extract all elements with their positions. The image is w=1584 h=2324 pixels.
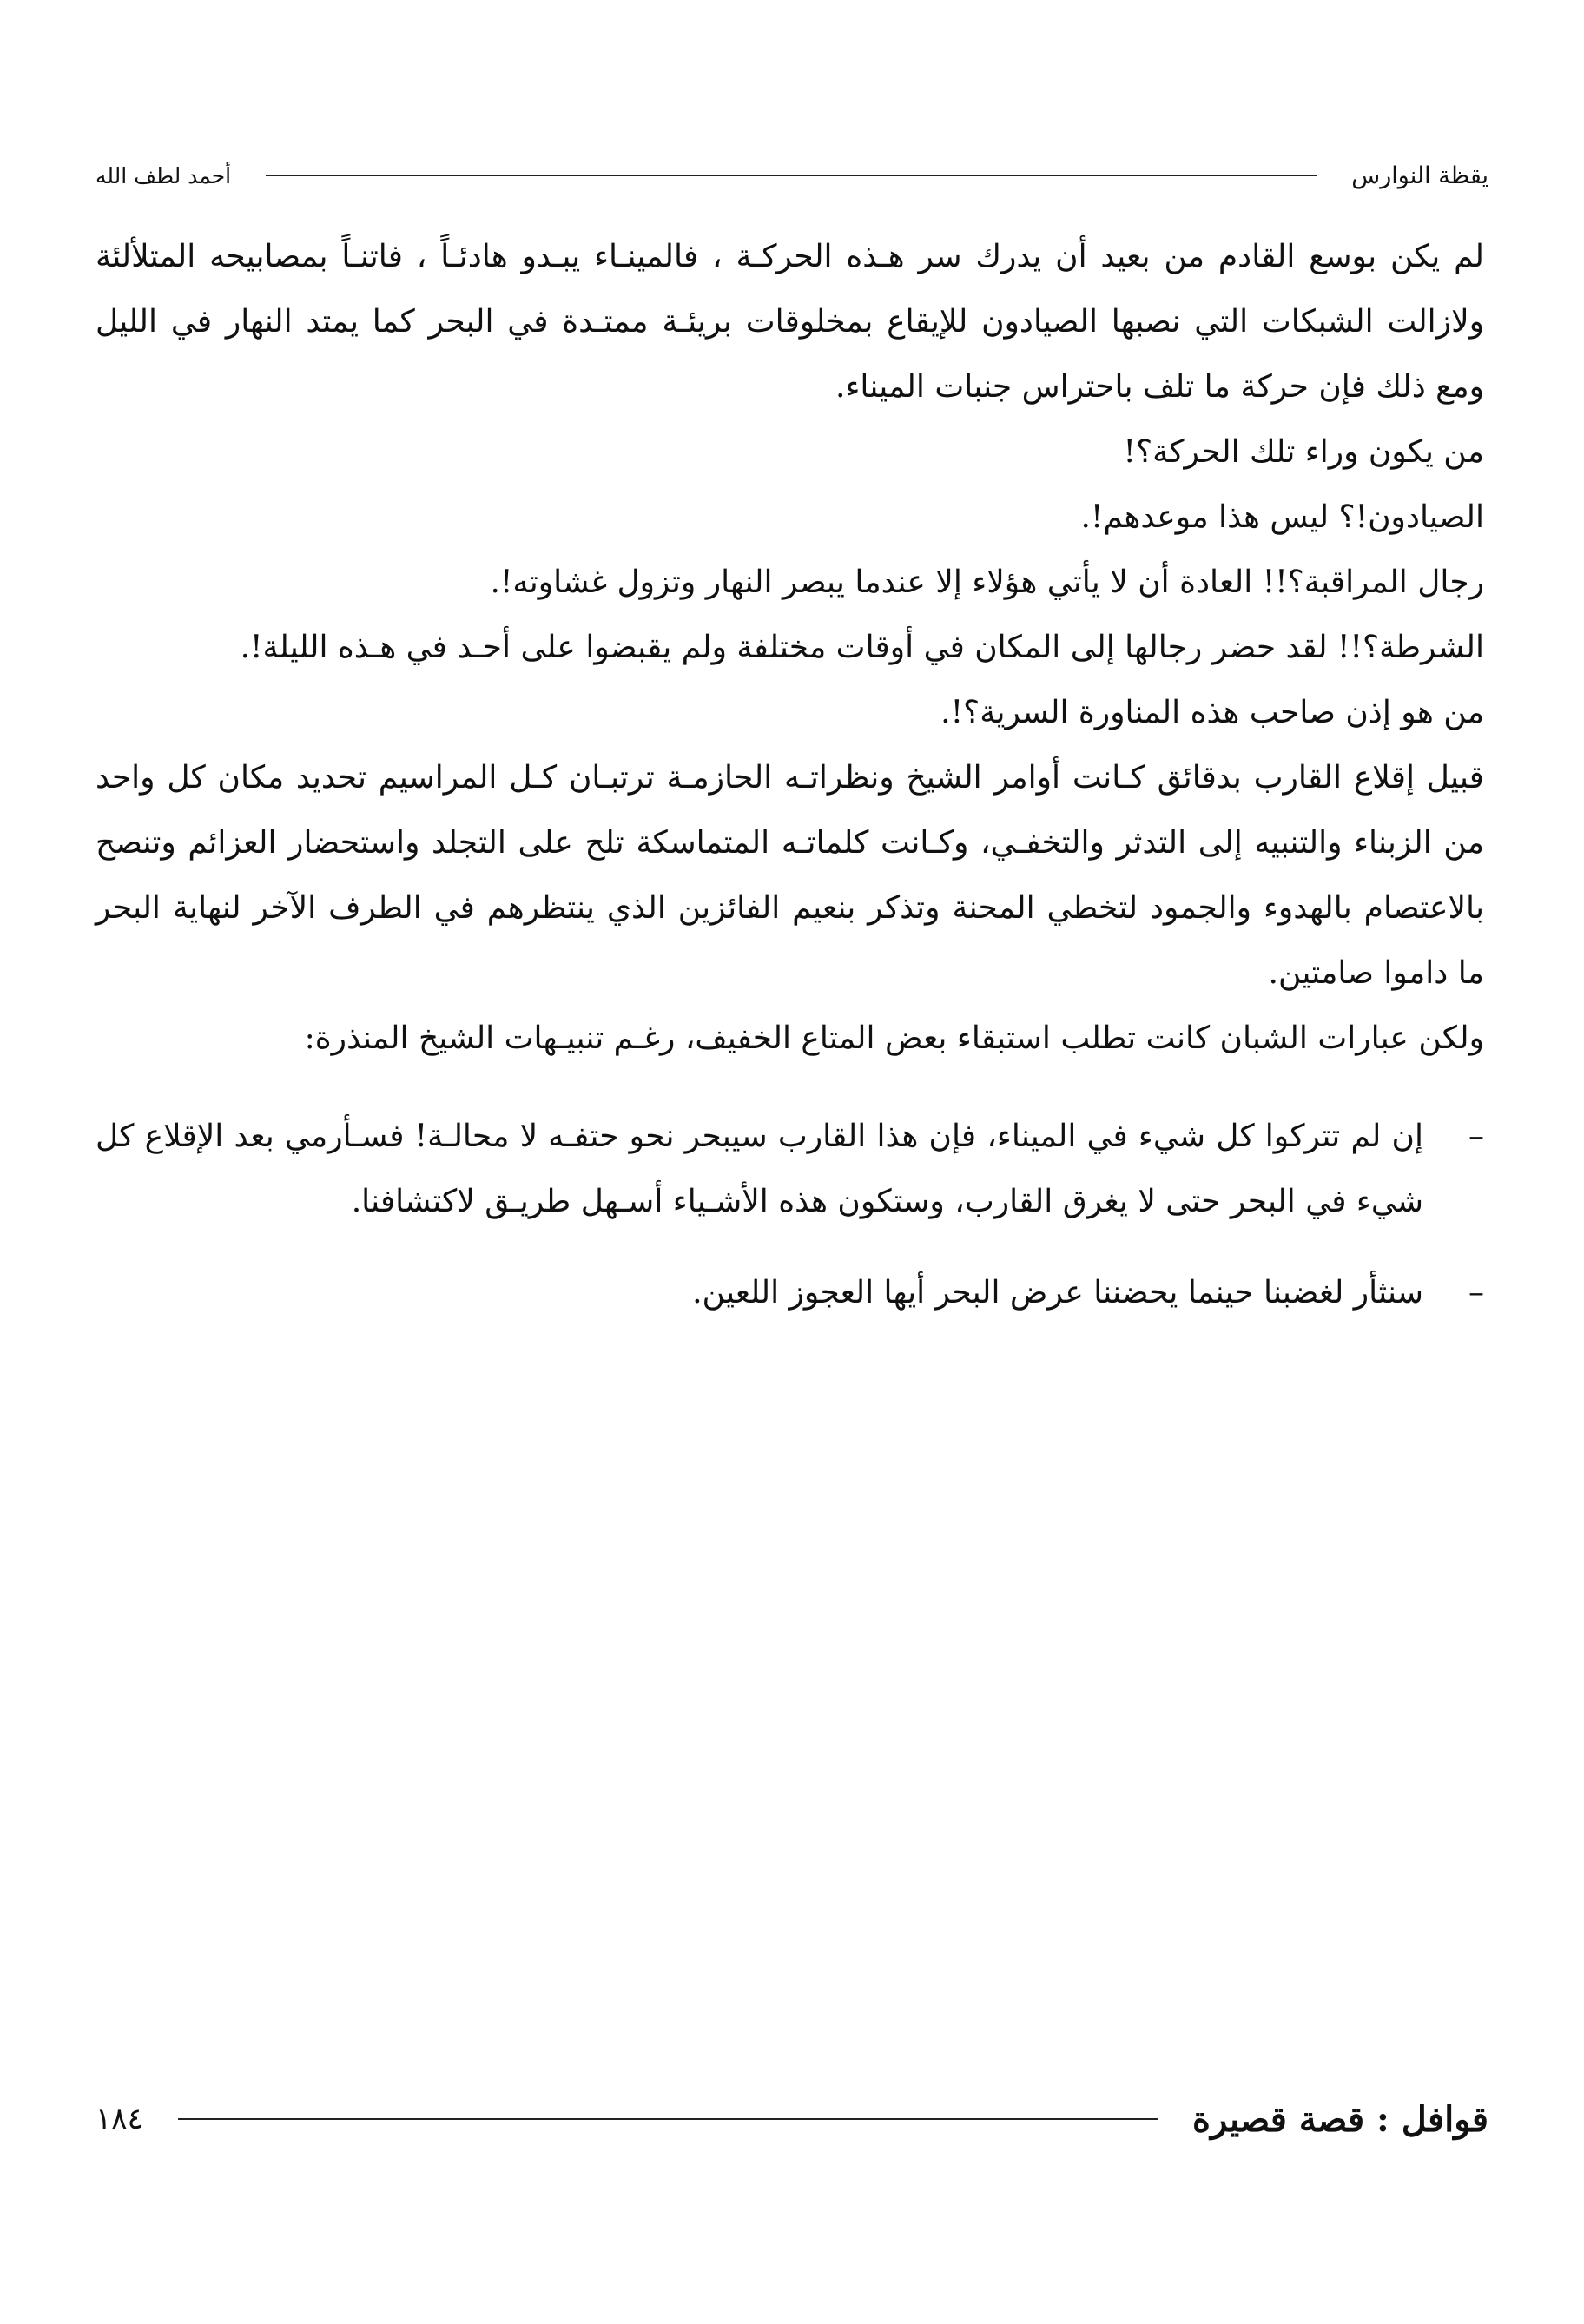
- dialogue-line-1: [96, 1104, 1484, 1234]
- dialogue-dash: –: [1468, 1275, 1484, 1311]
- dialogue-text: إن لم تتركوا كل شيء في الميناء، فإن هذا القارب سيبحر نحو حتفـه لا محالـة! فسـأرمي بعد الإقلاع كل شيء في البحر حتى لا يغرق القارب، وستكون هذه الأشـياء أسـهل طريـق لاكتشافنا.: [96, 1119, 1423, 1219]
- paragraph-7: قبيل إقلاع القارب بدقائق كـانت أوامر الشيخ ونظراتـه الحازمـة ترتبـان كـل المراسيم تحديد مكان كل واحد من الزبناء والتنبيه إلى التدثر والتخفـي، وكـانت كلماتـه المتماسكة تلح على التجلد واستحضار العزائم وتنصح بالاعتصام بالهدوء والجمود لتخطي المحنة وتذكر بنعيم الفائزين الذي ينتظرهم في الطرف الآخر لنهاية البحر ما داموا صامتين.: [96, 760, 1484, 991]
- paragraph-8: ولكن عبارات الشبان كانت تطلب استبقاء بعض المتاع الخفيف، رغـم تنبيـهات الشيخ المنذرة:: [304, 1020, 1484, 1056]
- footer-rule: [178, 2118, 1158, 2120]
- paragraph-3: الصيادون!؟ ليس هذا موعدهم!.: [1080, 499, 1484, 535]
- paragraph-5: الشرطة؟!! لقد حضر رجالها إلى المكان في أوقات مختلفة ولم يقبضوا على أحـد في هـذه الليلة!.: [240, 630, 1484, 665]
- dialogue-text: سنثأر لغضبنا حينما يحضننا عرض البحر أيها العجوز اللعين.: [692, 1275, 1423, 1311]
- running-header: [96, 149, 1488, 201]
- page-number: ١٨٤: [96, 2102, 143, 2136]
- dialogue-line-2: [96, 1260, 1484, 1325]
- book-title: يقظة النوارس: [1351, 162, 1488, 189]
- journal-section-title: قوافل : قصة قصيرة: [1191, 2098, 1488, 2140]
- author-name: أحمد لطف الله: [96, 162, 232, 188]
- header-rule: [266, 175, 1317, 176]
- paragraph-4: رجال المراقبة؟!! العادة أن لا يأتي هؤلاء إلا عندما يبصر النهار وتزول غشاوته!.: [490, 564, 1484, 600]
- page-body: [96, 224, 1484, 1325]
- paragraph-1: لم يكن بوسع القادم من بعيد أن يدرك سر هـذه الحركـة ، فالمينـاء يبـدو هادئـاً ، فاتنـاً بمصابيحه المتلألئة ولازالت الشبكات التي نصبها الصيادون للإيقاع بمخلوقات بريئـة ممتـدة في البحر كما يمتد النهار في الليل ومع ذلك فإن حركة ما تلف باحتراس جنبات الميناء.: [96, 239, 1484, 405]
- paragraph-6: من هو إذن صاحب هذه المناورة السرية؟!.: [940, 695, 1484, 730]
- dialogue-dash: –: [1468, 1119, 1484, 1154]
- paragraph-2: من يكون وراء تلك الحركة؟!: [1123, 434, 1484, 470]
- running-footer: [96, 2089, 1488, 2149]
